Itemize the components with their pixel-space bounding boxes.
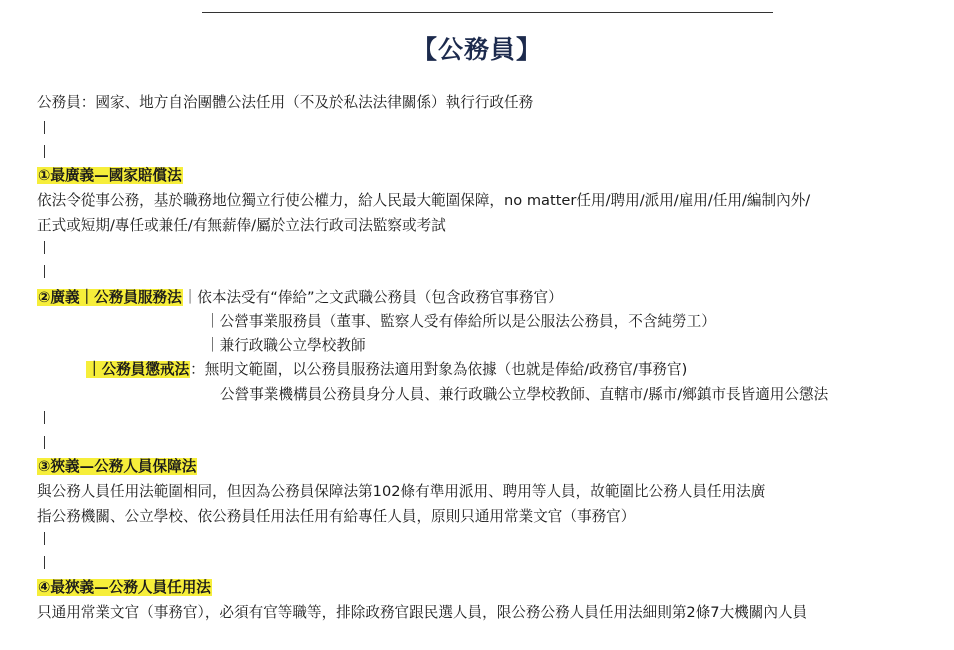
- section1-heading-label: ①最廣義—國家賠償法: [38, 167, 182, 184]
- page-title: 【公務員】: [411, 35, 542, 64]
- top-divider: [202, 12, 773, 13]
- section1-line2: 正式或短期/專任或兼任/有無薪俸/屬於立法行政司法監察或考試: [37, 217, 446, 234]
- definition-text: 公務員：國家、地方自治團體公法任用（不及於私法法律關係）執行行政任務: [37, 94, 534, 111]
- section2-item3: ｜兼行政職公立學校教師: [205, 337, 366, 354]
- section2-sub-line1: ：無明文範圍，以公務員服務法適用對象為依據（也就是俸給/政務官/事務官): [190, 361, 688, 378]
- section3-heading-label: ③狹義—公務人員保障法: [38, 458, 197, 475]
- connector-bar: [44, 121, 45, 134]
- connector-bar: [44, 556, 45, 569]
- section4-line1: 只通用常業文官（事務官），必須有官等職等，排除政務官跟民選人員，限公務公務人員任用法細則第2條7大機關內人員: [37, 604, 808, 621]
- connector-bar: [44, 145, 45, 158]
- section2-heading-row: [37, 288, 563, 308]
- connector-bar: [44, 241, 45, 254]
- section4-heading-label: ④最狹義—公務人員任用法: [38, 579, 211, 596]
- section3-line2: 指公務機關、公立學校、依公務員任用法任用有給專任人員，原則只通用常業文官（事務官）: [37, 508, 636, 525]
- section2-heading: ②廣義｜公務員服務法: [38, 289, 182, 306]
- section2-item1: ｜依本法受有“俸給”之文武職公務員（包含政務官事務官）: [182, 289, 563, 306]
- section2-item2: ｜公營事業服務員（董事、監察人受有俸給所以是公服法公務員，不含純勞工）: [205, 313, 716, 330]
- section1-line1: 依法令從事公務，基於職務地位獨立行使公權力，給人民最大範圍保障，no matter任用/聘用/派用/雇用/任用/編制內外/: [37, 192, 811, 209]
- section4-heading: [37, 578, 212, 598]
- section1-heading: [37, 166, 183, 186]
- section2-sub-row: [86, 360, 687, 380]
- connector-bar: [44, 411, 45, 424]
- connector-bar: [44, 436, 45, 449]
- section2-sub-heading: ｜公務員懲戒法: [87, 361, 190, 378]
- connector-bar: [44, 265, 45, 278]
- section3-line1: 與公務人員任用法範圍相同，但因為公務員保障法第102條有準用派用、聘用等人員，故範圍比公務人員任用法廣: [37, 483, 766, 500]
- section2-sub-line2: 公營事業機構員公務員身分人員、兼行政職公立學校教師、直轄市/縣市/鄉鎮市長皆適用公懲法: [220, 386, 829, 403]
- section3-heading: [37, 457, 197, 477]
- connector-bar: [44, 532, 45, 545]
